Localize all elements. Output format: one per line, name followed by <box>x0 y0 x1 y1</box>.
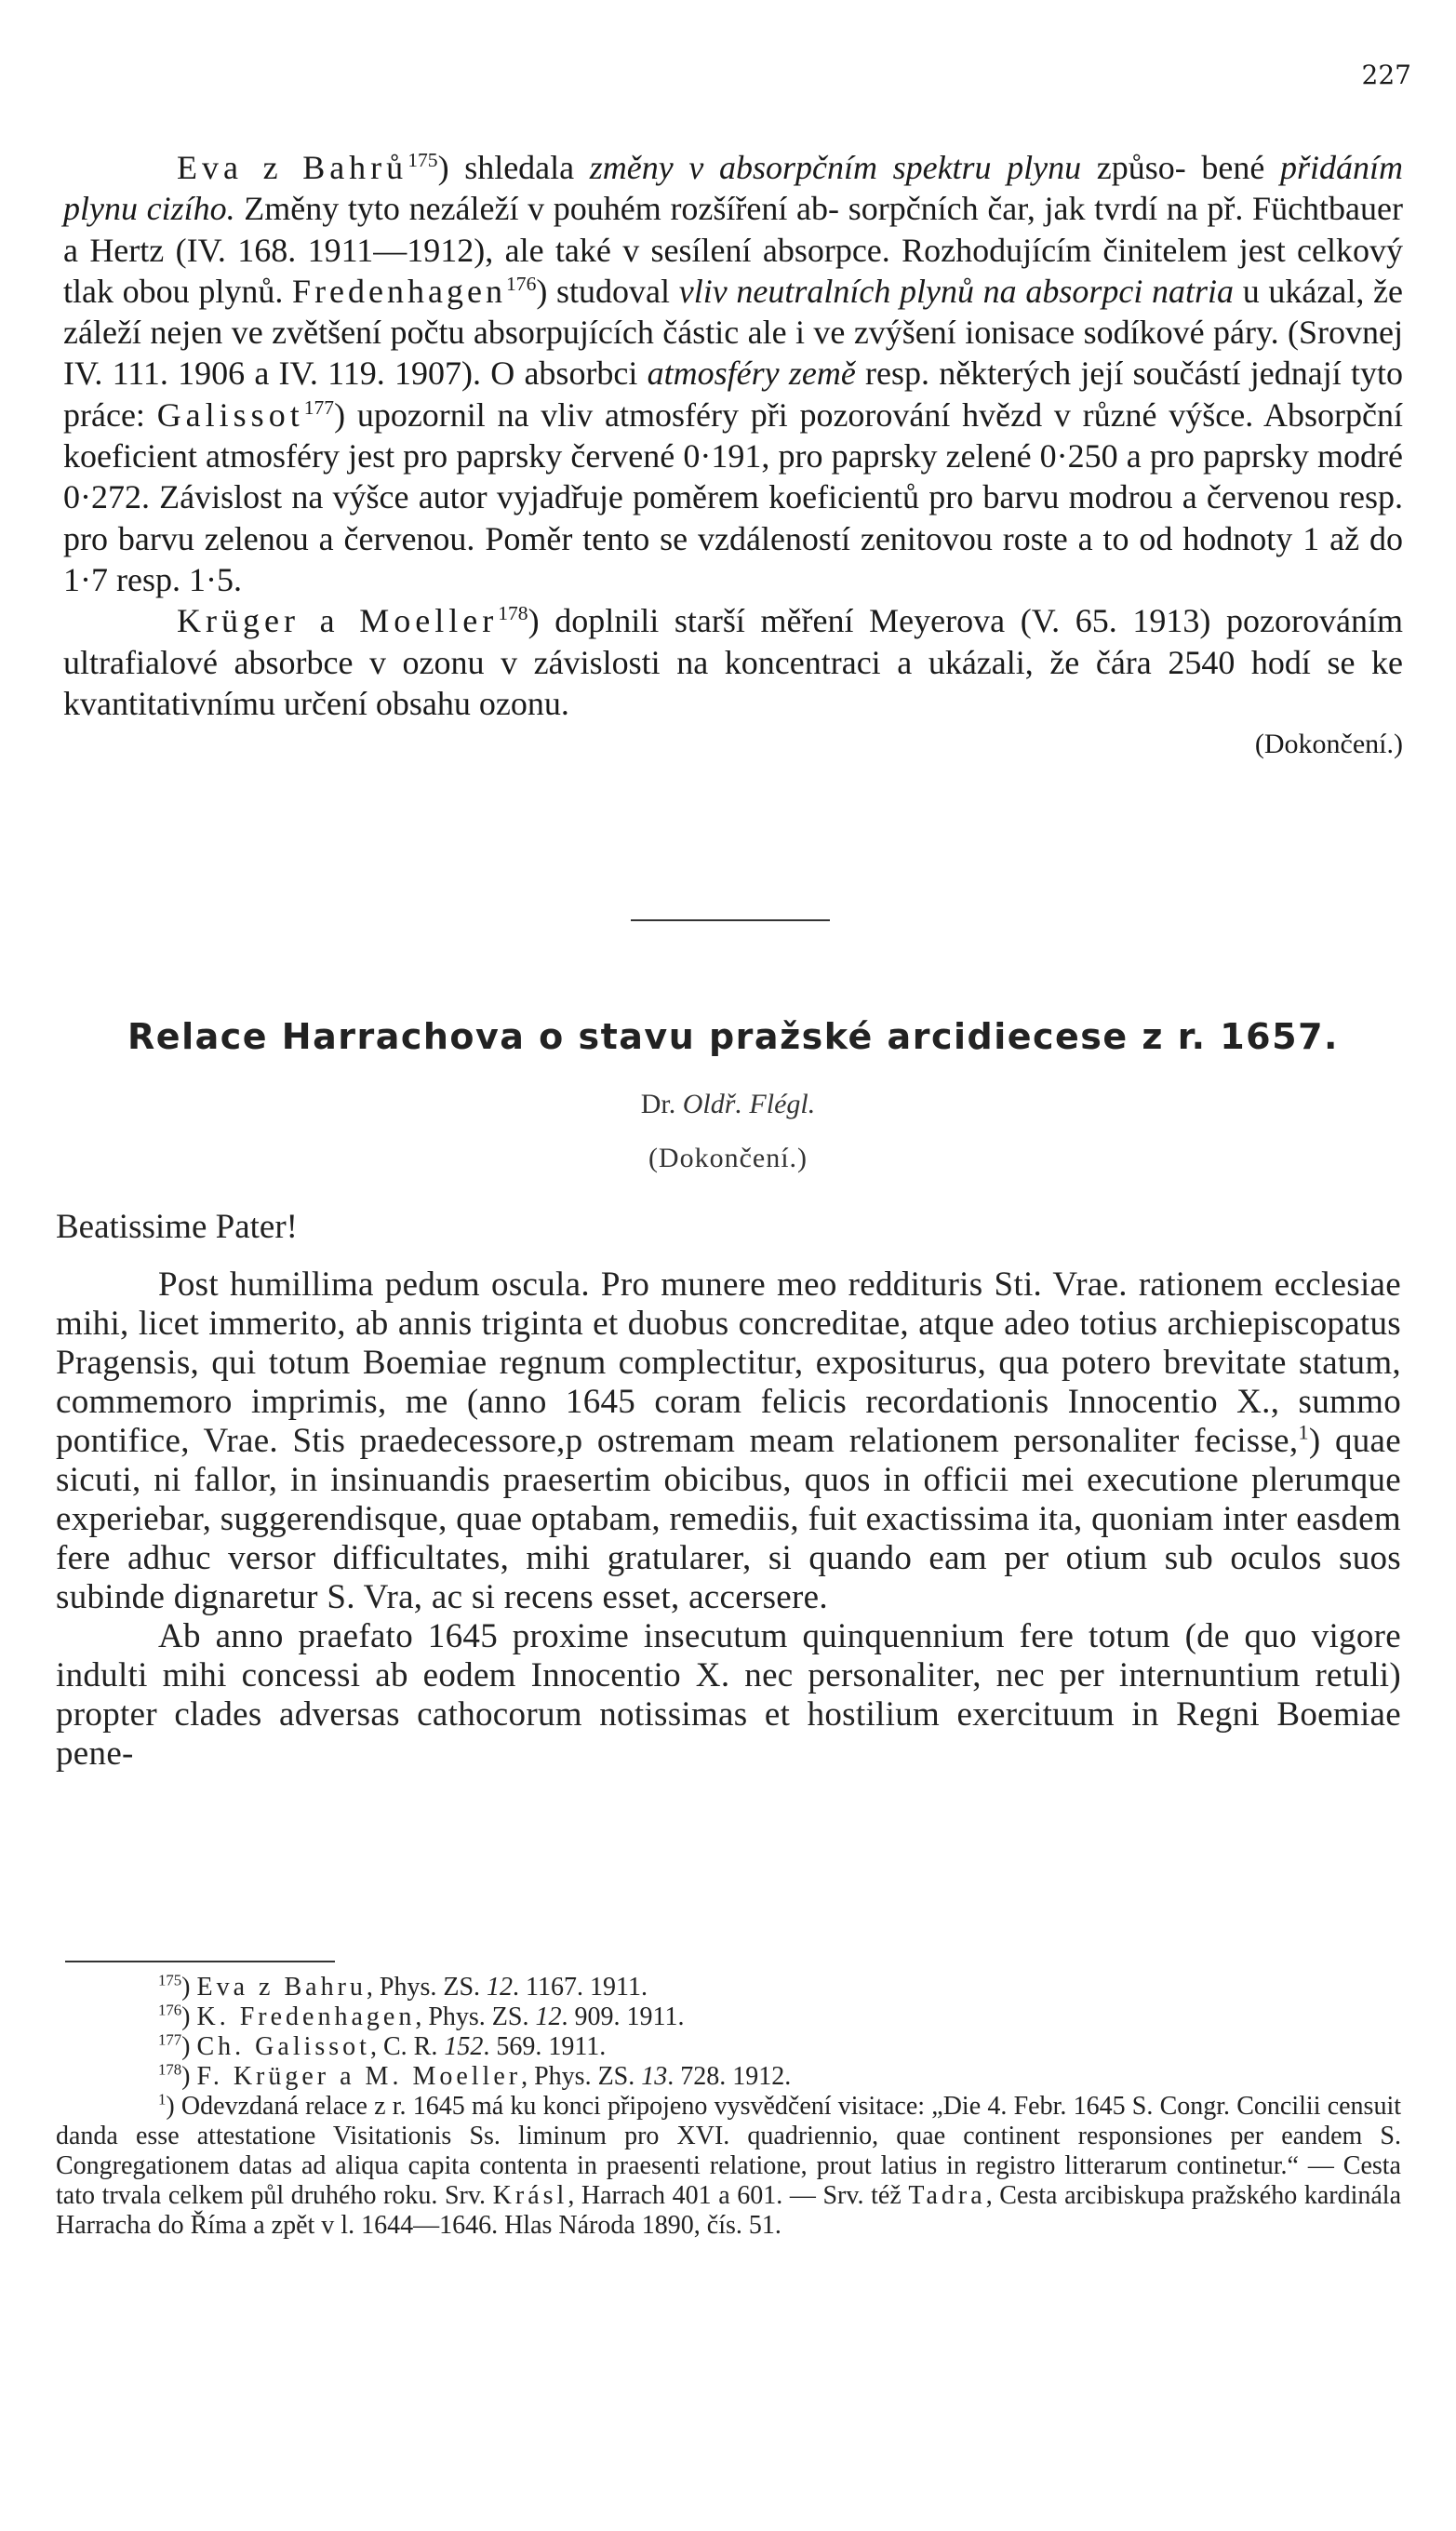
paragraph: Ab anno praefato 1645 proxime insecutum quinquennium fere totum (de quo vigore indulti mihi concessi ab eodem Innocentio X. nec personaliter, nec per internuntium retuli) propter clades adversas cathocorum notissimas et hostilium exercituum in Regni Boemiae pene- <box>56 1617 1401 1773</box>
footnote: $^{176}$) K. Fredenhagen, Phys. ZS. 12. 909. 1911. <box>158 2001 685 2031</box>
footnotes <box>56 1973 1401 2241</box>
salutation: Beatissime Pater! <box>56 1208 298 1246</box>
emphasis: přidáním plynu cizího. <box>63 149 1404 228</box>
latin-letter <box>56 1208 1401 1774</box>
paragraph: Post humillima pedum oscula. Pro munere meo reddituris Sti. Vrae. rationem ecclesiae mihi, licet immerito, ab annis triginta et duobus concreditae, atque adeo totius archiepiscopatus Pragensis, qui totum Boemiae regnum complectitur, expositurus, qua potero brevitate statum, commemoro imprimis, me (anno 1645 coram felicis recordationis Innocentio X., summo pontifice, Vrae. Stis praedecessore,p ostremam meam relationem personaliter fecisse,$^1$) quae sicuti, ni fallor, in insinuandis praesertim obicibus, quos in officii mei executione plerumque experiebar, suggerendisque, quae optabam, remediis, fuit exactissima ita, quoniam inter easdem fere adhuc versor difficultates, mihi gratularer, si quando eam per otium sub oculos suos subinde dignaretur S. Vra, ac si recens esset, accersere. <box>56 1266 1402 1616</box>
to-be-continued-note: (Dokončení.) <box>1254 729 1403 760</box>
emphasis: změny v absorpčním spektru plynu <box>589 149 1082 186</box>
footnote: $^1$) Odevzdaná relace z r. 1645 má ku konci připojeno vysvědčení visitace: „Die 4. Febr. 1645 S. Congr. Concilii censuit danda esse attestatione Visitationis Ss. liminum pro XVI. quadriennio, quae continent responsiones per eandem S. Congregationem datas ad aliqua capita contenta in praesenti relatione, prout latius in registro litterarum continetur.“ — Cesta tato trvala celkem půl druhého roku. Srv. Krásl, Harrach 401 a 601. — Srv. též Tadra, Cesta arcibiskupa pražského kardinála Harracha do Říma a zpět v l. 1644—1646. Hlas Národa 1890, čís. 51. <box>56 2090 1401 2240</box>
footnote-ref: 176 <box>505 272 537 295</box>
footnote-ref: 1 <box>1298 1420 1309 1444</box>
author-name: Eva z Bahrů <box>177 149 408 186</box>
footnote: $^{175}$) Eva z Bahru, Phys. ZS. 12. 1167. 1911. <box>158 1971 648 2002</box>
author-name: Galissot <box>156 395 304 434</box>
emphasis: atmosféry země <box>647 355 856 393</box>
emphasis: vliv neutralních plynů na absorpci natria <box>678 272 1235 310</box>
article-author: Dr. Oldř. Flégl. <box>640 1089 816 1119</box>
footnote-divider <box>65 1961 335 1962</box>
physics-review-text <box>63 147 1403 765</box>
paragraph: Eva z Bahrů$^{175}$) shledala změny v absorpčním spektru plynu způso- bené přidáním plynu cizího. Změny tyto nezáleží v pouhém rozšíření ab- sorpčních čar, jak tvrdí na př. Füchtbauer a Hertz (IV. 168. 1911—1912), ale také v sesílení absorpce. Rozhodujícím činitelem jest celkový tlak obou plynů. Fredenhagen$^{176}$) studoval vliv neutralních plynů na absorpci natria u ukázal, že záleží nejen ve zvětšení počtu absorpujících částic ale i ve zvýšení ionisace sodíkové páry. (Srovnej IV. 111. 1906 a IV. 119. 1907). O absorbci atmosféry země resp. některých její součástí jednají tyto práce: Galissot$^{177}$) upozornil na vliv atmosféry při pozorování hvězd v různé výšce. Absorpční koeficient atmosféry jest pro paprsky červené 0·191, pro paprsky zelené 0·250 a pro paprsky modré 0·272. Závislost na výšce autor vyjadřuje poměrem koeficientů pro barvu modrou a červenou resp. pro barvu zelenou a červenou. Poměr tento se vzdáleností zenitovou roste a to od hodnoty 1 až do 1·7 resp. 1·5. <box>63 149 1404 598</box>
footnote: $^{178}$) F. Krüger a M. Moeller, Phys. ZS. 13. 728. 1912. <box>158 2060 792 2091</box>
footnote-ref: 175 <box>407 149 438 171</box>
footnote-ref: 178 <box>498 602 528 625</box>
author-name: Fredenhagen <box>292 272 506 310</box>
continuation-label: (Dokončení.) <box>648 1143 808 1173</box>
author-name: Krüger a Moeller <box>177 602 499 640</box>
footnote-ref: 177 <box>303 395 335 419</box>
article-title: Relace Harrachova o stavu pražské arcidiecese z r. 1657. <box>127 1016 1339 1057</box>
paragraph: Krüger a Moeller$^{178}$) doplnili starší měření Meyerova (V. 65. 1913) pozorováním ultrafialové absorbce v ozonu v závislosti na koncentraci a ukázali, že čára 2540 hodí se ke kvantitativnímu určení obsahu ozonu. <box>63 602 1404 722</box>
footnote: $^{177}$) Ch. Galissot, C. R. 152. 569. 1911. <box>158 2030 607 2061</box>
section-divider <box>631 919 830 921</box>
page-number: 227 <box>1361 60 1411 90</box>
